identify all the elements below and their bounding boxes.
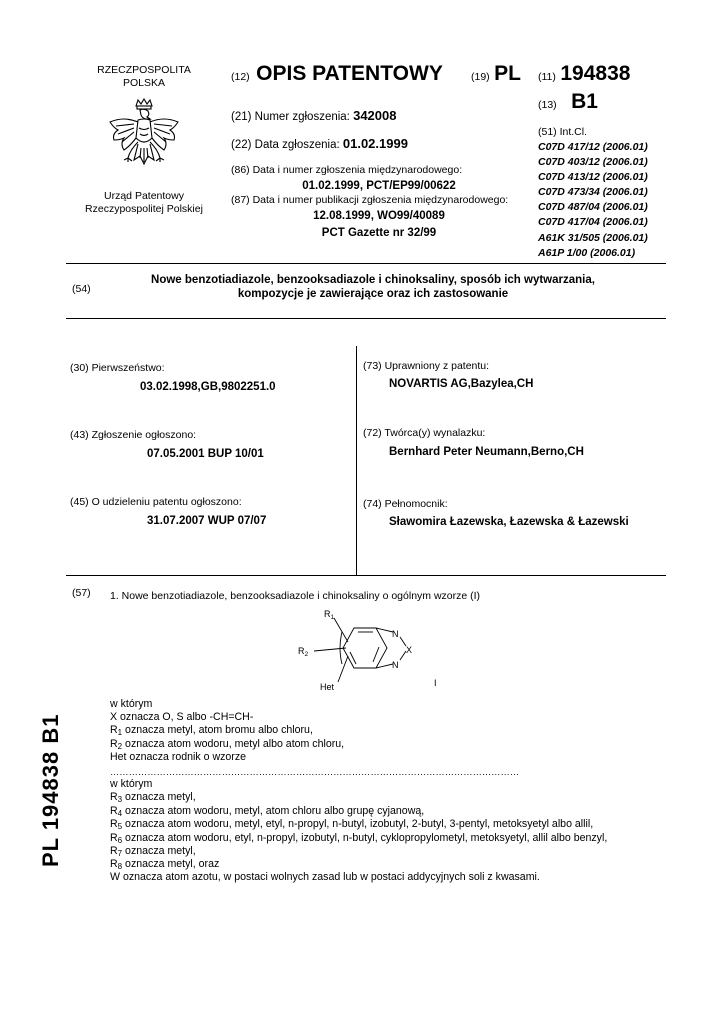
country-code: PL xyxy=(494,62,521,85)
intl-app-label: (86) Data i numer zgłoszenia międzynarodowego: xyxy=(231,164,463,176)
published-label: (43) Zgłoszenie ogłoszono: xyxy=(70,429,197,441)
granted-label: (45) O udzieleniu patentu ogłoszono: xyxy=(70,496,242,508)
r2-definition: $R_2$ oznacza atom wodoru, metyl albo atom chloru, xyxy=(110,738,345,751)
patent-office xyxy=(74,190,214,216)
intcl-item: C07D 413/12 (2006.01) xyxy=(538,171,648,184)
patent-number: 194838 xyxy=(560,62,631,85)
priority-value: 03.02.1998,GB,9802251.0 xyxy=(140,381,276,393)
rule-2 xyxy=(66,318,666,319)
w-ktorym-2: w którym xyxy=(110,778,153,790)
priority-label: (30) Pierwszeństwo: xyxy=(70,362,165,374)
omitted-dots: …………………………………………………………………………………………………………………… xyxy=(110,767,520,777)
app-date: 01.02.1999 xyxy=(342,136,408,151)
gazette: PCT Gazette nr 32/99 xyxy=(321,227,437,239)
intcl-label: (51) Int.Cl. xyxy=(538,126,588,138)
intcl-item: C07D 417/04 (2006.01) xyxy=(538,216,648,229)
title-code: (54) xyxy=(72,283,91,295)
column-divider xyxy=(356,346,357,576)
intcl-list xyxy=(538,140,648,261)
r8-definition: $R_8$ oznacza metyl, oraz xyxy=(110,858,220,871)
app-number-label: (21) Numer zgłoszenia: xyxy=(231,111,350,123)
code-11: (11) xyxy=(538,71,556,83)
code-13: (13) xyxy=(538,99,557,111)
r7-definition: $R_7$ oznacza metyl, xyxy=(110,845,196,858)
chemical-structure xyxy=(290,604,460,696)
inventor-value: Bernhard Peter Neumann,Berno,CH xyxy=(389,446,584,458)
intcl-item: A61P 1/00 (2006.01) xyxy=(538,246,636,259)
app-date-row xyxy=(231,137,408,152)
title-line-2: kompozycje je zawierające oraz ich zastosowanie xyxy=(237,288,509,300)
x-definition: X oznacza O, S albo -CH=CH- xyxy=(110,711,254,723)
r3-definition: $R_3$ oznacza metyl, xyxy=(110,791,196,804)
office-line-1: Urząd Patentowy xyxy=(104,190,184,202)
country-line-2: POLSKA xyxy=(122,77,166,89)
struct-r1: $R_1$ xyxy=(324,609,335,621)
r1-definition: $R_1$ oznacza metyl, atom bromu albo chloru, xyxy=(110,724,313,737)
doc-title: OPIS PATENTOWY xyxy=(256,62,443,85)
eagle-emblem-icon xyxy=(104,98,184,182)
struct-n-top: N xyxy=(392,629,399,639)
country-line-1: RZECZPOSPOLITA xyxy=(97,64,191,76)
intcl-item: A61K 31/505 (2006.01) xyxy=(538,231,648,244)
attorney-label: (74) Pełnomocnik: xyxy=(363,498,448,510)
app-number: 342008 xyxy=(353,108,397,123)
claim-code: (57) xyxy=(72,587,91,599)
struct-r2: $R_2$ xyxy=(298,646,309,658)
r4-definition: $R_4$ oznacza atom wodoru, metyl, atom chloru albo grupę cyjanową, xyxy=(110,805,425,818)
r6-definition: $R_6$ oznacza atom wodoru, etyl, n-propyl, izobutyl, n-butyl, cyklopropylometyl, metoksyetyl, allil albo benzyl, xyxy=(110,832,608,845)
rule-1 xyxy=(66,263,666,264)
w-ktorym-1: w którym xyxy=(110,698,153,710)
granted-value: 31.07.2007 WUP 07/07 xyxy=(147,515,267,527)
side-patent-label: PL 194838 B1 xyxy=(38,713,63,867)
struct-n-bottom: N xyxy=(392,660,399,670)
attorney-value: Sławomira Łazewska, Łazewska & Łazewski xyxy=(389,516,629,528)
country-name xyxy=(84,64,204,90)
intl-pub-value: 12.08.1999, WO99/40089 xyxy=(313,210,445,222)
patent-number-row xyxy=(538,62,630,86)
code-19: (19) xyxy=(471,71,490,83)
kind-row xyxy=(538,90,598,114)
owner-value: NOVARTIS AG,Bazylea,CH xyxy=(389,378,534,390)
r5-definition: $R_5$ oznacza atom wodoru, metyl, etyl, n-propyl, n-butyl, izobutyl, 2-butyl, 3-pentyl, metoksyetyl albo allil, xyxy=(110,818,594,831)
intcl-item: C07D 403/12 (2006.01) xyxy=(538,156,648,169)
struct-het: Het xyxy=(320,682,335,692)
intcl-item: C07D 487/04 (2006.01) xyxy=(538,201,648,214)
claim-intro: 1. Nowe benzotiadiazole, benzooksadiazole i chinoksaliny o ogólnym wzorze (I) xyxy=(110,590,481,602)
struct-x: X xyxy=(406,645,413,655)
intl-pub-label: (87) Data i numer publikacji zgłoszenia międzynarodowego: xyxy=(231,194,509,206)
owner-label: (73) Uprawniony z patentu: xyxy=(363,360,490,372)
w-definition: W oznacza atom azotu, w postaci wolnych zasad lub w postaci addycyjnych soli z kwasami. xyxy=(110,871,540,883)
kind-code: B1 xyxy=(571,90,598,113)
doc-title-row xyxy=(231,62,443,86)
intcl-item: C07D 473/34 (2006.01) xyxy=(538,186,648,199)
invention-title xyxy=(110,273,636,301)
code-12: (12) xyxy=(231,71,250,83)
intl-app-value: 01.02.1999, PCT/EP99/00622 xyxy=(302,180,456,192)
published-value: 07.05.2001 BUP 10/01 xyxy=(147,448,264,460)
intcl-item: C07D 417/12 (2006.01) xyxy=(538,141,648,153)
title-line-1: Nowe benzotiadiazole, benzooksadiazole i chinoksaliny, sposób ich wytwarzania, xyxy=(151,274,595,286)
office-line-2: Rzeczypospolitej Polskiej xyxy=(85,203,203,215)
het-definition: Het oznacza rodnik o wzorze xyxy=(110,751,247,763)
app-date-label: (22) Data zgłoszenia: xyxy=(231,139,340,151)
formula-label: I xyxy=(434,678,437,688)
rule-3 xyxy=(66,575,666,576)
inventor-label: (72) Twórca(y) wynalazku: xyxy=(363,427,486,439)
country-code-row xyxy=(471,62,521,86)
app-number-row xyxy=(231,109,396,124)
